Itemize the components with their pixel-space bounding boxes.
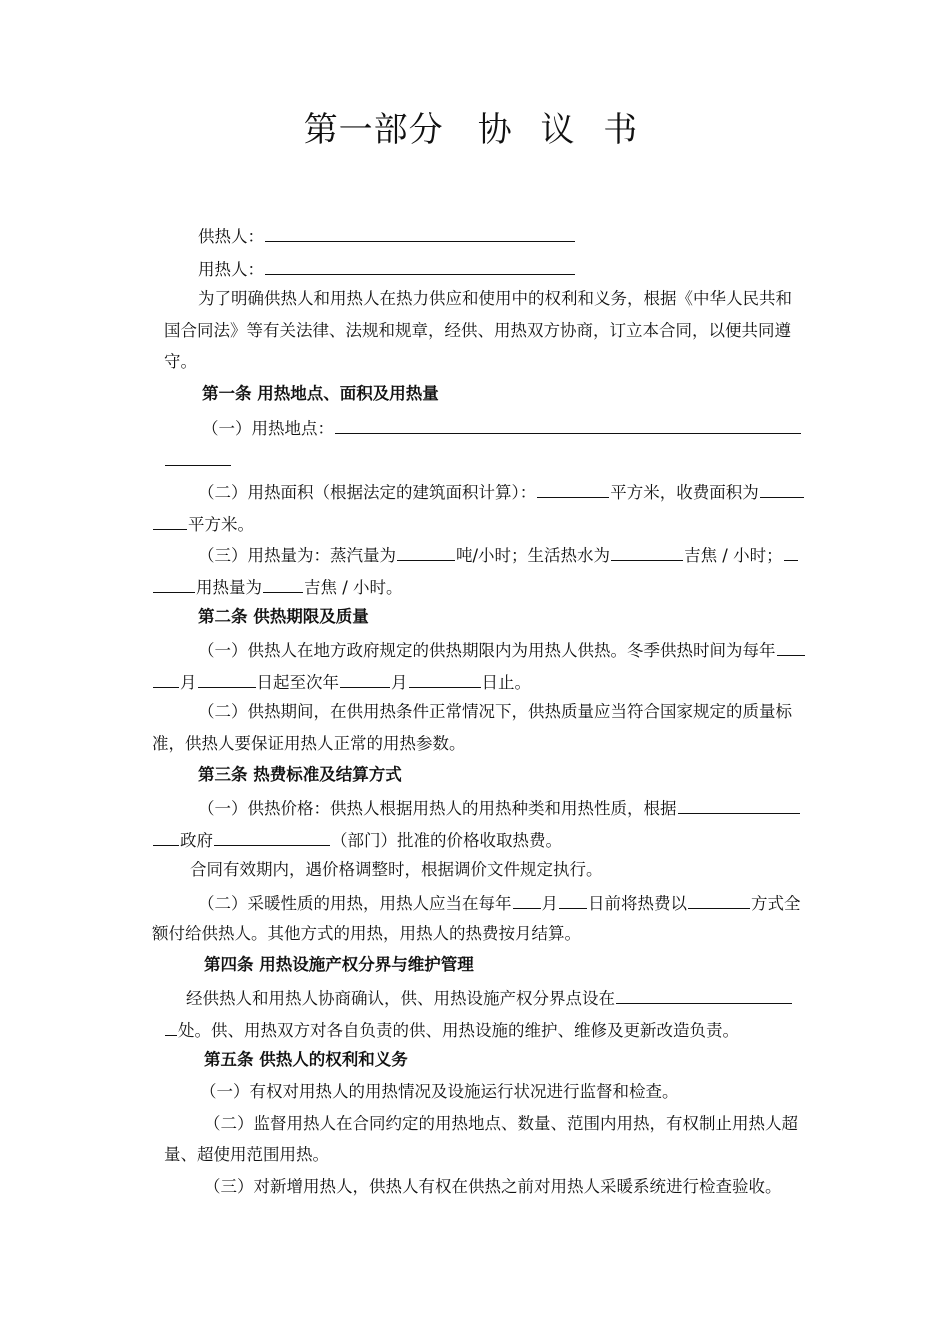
user-blank[interactable] — [265, 256, 575, 275]
art2-item1-a: （一）供热人在地方政府规定的供热期限内为用热人供热。冬季供热时间为每年 — [198, 641, 776, 660]
article-3-heading: 第三条 热费标准及结算方式 — [198, 765, 402, 784]
art4-text-cont — [164, 1017, 739, 1043]
art2-item1-e: 日止。 — [481, 673, 531, 692]
hot-water-blank[interactable] — [611, 542, 683, 561]
art1-item3-a: （三）用热量为：蒸汽量为 — [198, 546, 396, 565]
art3-item2-b: 月 — [541, 894, 558, 913]
supplier-line — [198, 223, 576, 249]
payment-month-blank[interactable] — [513, 890, 541, 909]
boundary-point-blank-cont[interactable] — [165, 1017, 177, 1036]
art3-item1 — [198, 795, 801, 821]
art3-item1-b: 政府 — [180, 831, 213, 850]
art1-item3-e: 吉焦 / 小时。 — [304, 578, 403, 597]
art5-item2-a: （二）监督用热人在合同约定的用热地点、数量、范围内用热，有权制止用热人超 — [204, 1114, 798, 1133]
art3-item2-a: （二）采暖性质的用热，用热人应当在每年 — [198, 894, 512, 913]
art1-item1-cont — [164, 447, 232, 473]
art3-item2-c: 日前将热费以 — [588, 894, 687, 913]
art3-item1-a: （一）供热价格：供热人根据用热人的用热种类和用热性质，根据 — [198, 799, 677, 818]
art1-item3-c: 吉焦 / 小时； — [684, 546, 783, 565]
art2-item2-a: （二）供热期间，在供用热条件正常情况下，供热质量应当符合国家规定的质量标 — [198, 702, 792, 721]
art1-item3-cont — [152, 574, 403, 600]
art2-item1-b: 月 — [180, 673, 197, 692]
article-5-heading: 第五条 供热人的权利和义务 — [204, 1050, 408, 1069]
art4-text-a: 经供热人和用热人协商确认，供、用热设施产权分界点设在 — [186, 989, 615, 1008]
preamble-line-2: 国合同法》等有关法律、法规和规章，经供、用热双方协商，订立本合同，以便共同遵 — [164, 321, 791, 340]
art3-item1-d: 合同有效期内，遇价格调整时，根据调价文件规定执行。 — [190, 860, 603, 879]
charge-area-blank[interactable] — [760, 479, 804, 498]
article-4-heading: 第四条 用热设施产权分界与维护管理 — [204, 955, 474, 974]
art2-item1-c: 日起至次年 — [256, 673, 339, 692]
art3-item1-cont — [152, 827, 562, 853]
page-title — [0, 108, 950, 152]
art2-item1 — [198, 637, 806, 663]
art5-item2-b: 量、超使用范围用热。 — [164, 1145, 329, 1164]
user-label: 用热人： — [198, 260, 264, 279]
art4-text-b: 处。供、用热双方对各自负责的供、用热设施的维护、维修及更新改造负责。 — [178, 1021, 739, 1040]
supplier-blank[interactable] — [265, 223, 575, 242]
art4-text — [186, 985, 793, 1011]
art1-item1 — [202, 415, 802, 441]
boundary-point-blank[interactable] — [616, 985, 792, 1004]
art1-item3-b: 吨/小时；生活热水为 — [456, 546, 611, 565]
supplier-label: 供热人： — [198, 227, 264, 246]
steam-amount-blank[interactable] — [397, 542, 455, 561]
article-1-heading: 第一条 用热地点、面积及用热量 — [202, 384, 439, 403]
department-blank[interactable] — [214, 827, 330, 846]
art3-item2-d: 方式全 — [751, 894, 801, 913]
end-month-blank[interactable] — [340, 669, 390, 688]
end-day-blank[interactable] — [409, 669, 481, 688]
user-line — [198, 256, 576, 282]
article-2-heading: 第二条 供热期限及质量 — [198, 607, 369, 626]
government-blank[interactable] — [678, 795, 800, 814]
payment-method-blank[interactable] — [688, 890, 750, 909]
art2-item1-cont — [152, 669, 531, 695]
payment-day-blank[interactable] — [559, 890, 587, 909]
art1-item3 — [198, 542, 799, 568]
heat-area-blank[interactable] — [537, 479, 609, 498]
art5-item1: （一）有权对用热人的用热情况及设施运行状况进行监督和检查。 — [200, 1082, 679, 1101]
start-month-blank-cont[interactable] — [153, 669, 179, 688]
art2-item2-b: 准，供热人要保证用热人正常的用热参数。 — [152, 734, 466, 753]
start-month-blank[interactable] — [777, 637, 805, 656]
preamble-line-3: 守。 — [164, 352, 197, 371]
art5-item3: （三）对新增用热人，供热人有权在供热之前对用热人采暖系统进行检查验收。 — [204, 1177, 782, 1196]
art1-item2-b: 平方米，收费面积为 — [610, 483, 759, 502]
art3-item2-e: 额付给供热人。其他方式的用热，用热人的热费按月结算。 — [152, 924, 581, 943]
art3-item2 — [198, 890, 801, 916]
heat-location-blank[interactable] — [335, 415, 801, 434]
art1-item2 — [198, 479, 805, 505]
art3-item1-c: （部门）批准的价格收取热费。 — [331, 831, 562, 850]
preamble-line-1: 为了明确供热人和用热人在热力供应和使用中的权利和义务，根据《中华人民共和 — [198, 289, 792, 308]
start-day-blank[interactable] — [198, 669, 256, 688]
other-amount-blank[interactable] — [263, 574, 303, 593]
art1-item2-cont — [152, 511, 254, 537]
art1-item2-c: 平方米。 — [188, 515, 254, 534]
title-main: 第一部分 — [303, 110, 444, 150]
title-sub: 协 议 书 — [477, 110, 647, 150]
government-blank-cont[interactable] — [153, 827, 179, 846]
art1-item1-label: （一）用热地点： — [202, 419, 334, 438]
charge-area-blank-cont[interactable] — [153, 511, 187, 530]
art1-item3-d: 用热量为 — [196, 578, 262, 597]
other-type-blank-cont[interactable] — [153, 574, 195, 593]
art1-item2-a: （二）用热面积（根据法定的建筑面积计算）： — [198, 483, 537, 502]
heat-location-blank-cont[interactable] — [165, 447, 231, 466]
art2-item1-d: 月 — [391, 673, 408, 692]
other-type-blank[interactable] — [784, 542, 798, 561]
